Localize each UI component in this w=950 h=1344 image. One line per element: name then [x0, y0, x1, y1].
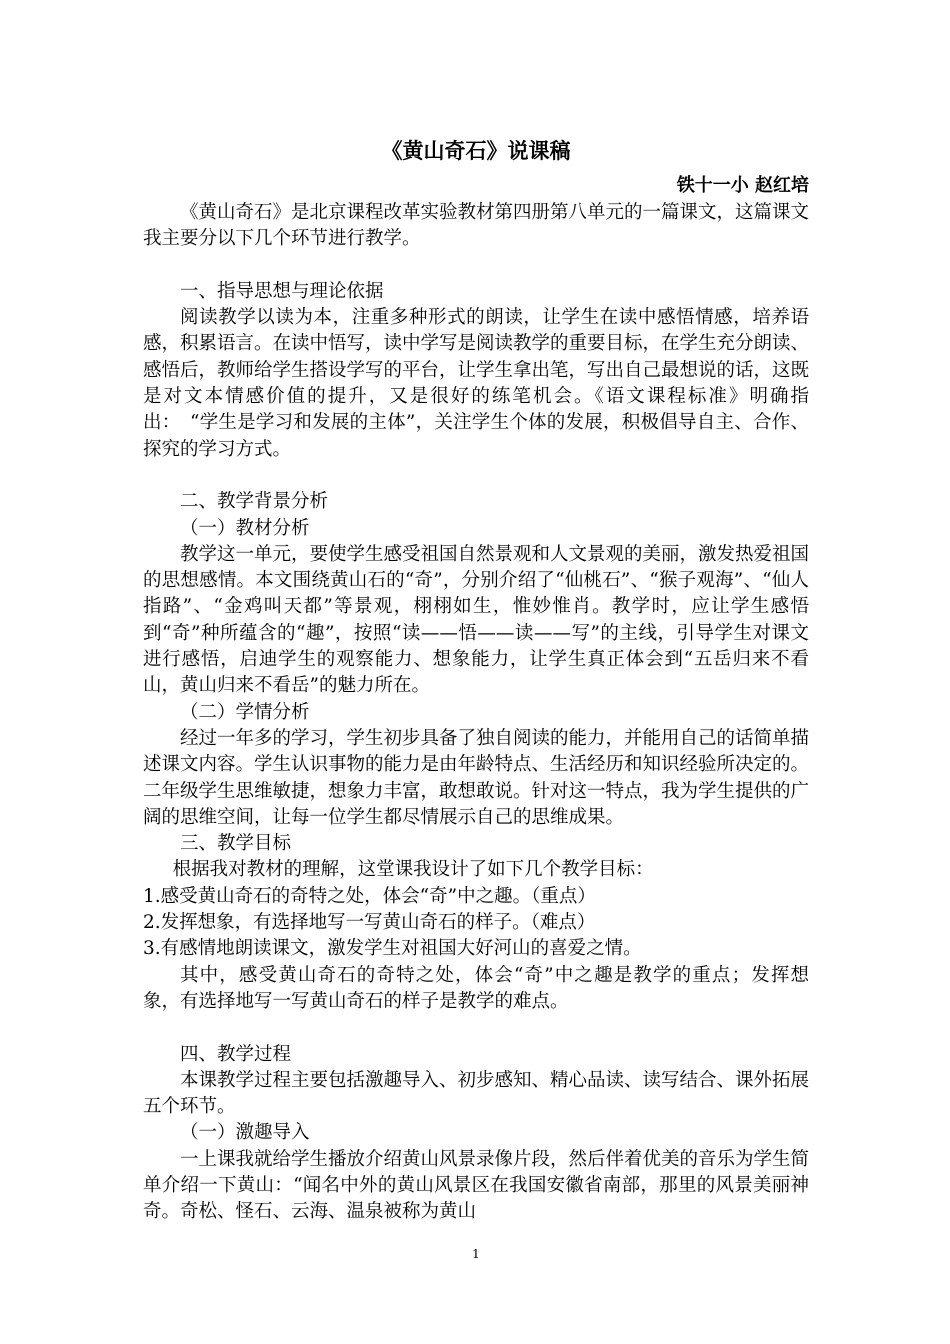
- page-number: 1: [472, 1247, 480, 1261]
- section-4-paragraph: 本课教学过程主要包括激趣导入、初步感知、精心品读、读写结合、课外拓展五个环节。: [143, 1069, 810, 1118]
- blank-line: [143, 253, 809, 279]
- section-3-paragraph: 其中，感受黄山奇石的奇特之处，体会“奇”中之趣是教学的重点；发挥想象，有选择地写一写黄山奇石的样子是教学的难点。: [143, 964, 809, 1012]
- intro-paragraph: 《黄山奇石》是北京课程改革实验教材第四册第八单元的一篇课文，这篇课文我主要分以下几个环节进行教学。: [143, 202, 810, 250]
- section-2-heading: 二、教学背景分析: [180, 491, 329, 513]
- goal-item-3: 3.有感情地朗读课文，激发学生对祖国大好河山的喜爱之情。: [143, 938, 642, 960]
- author-line: 铁十一小 赵红培: [676, 175, 809, 196]
- section-1-paragraph: 阅读教学以读为本，注重多种形式的朗读，让学生在读中感悟情感，培养语感，积累语言。在读中悟写，读中学写是阅读教学的重要目标，在学生充分朗读、感悟后，教师给学生搭设学写的平台，让学生拿出笔，写出自己最想说的话，这既是对文本情感价值的提升，又是很好的练笔机会。《语文课程标准》明确指出： “学生是学习和发展的主体”，关注学生个体的发展，积极倡导自主、合作、探究的学习方式。: [143, 307, 810, 460]
- section-4-heading: 四、教学过程: [180, 1043, 292, 1065]
- section-2-sub-2-paragraph: 经过一年多的学习，学生初步具备了独自阅读的能力，并能用自己的话简单描述课文内容。学生认识事物的能力是由年龄特点、生活经历和知识经验所决定的。二年级学生思维敏捷，想象力丰富，敢想敢说。针对这一特点，我为学生提供的广阔的思维空间，让每一位学生都尽情展示自己的思维成果。: [143, 727, 810, 828]
- section-2-sub-2-heading: （二）学情分析: [180, 701, 310, 723]
- section-4-sub-1-paragraph: 一上课我就给学生播放介绍黄山风景录像片段，然后伴着优美的音乐为学生简单介绍一下黄山：“闻名中外的黄山风景区在我国安徽省南部，那里的风景美丽神奇。奇松、怪石、云海、温泉被称为黄山: [143, 1148, 810, 1223]
- goal-item-2: 2.发挥想象，有选择地写一写黄山奇石的样子。（难点）: [143, 912, 596, 934]
- document-body: [143, 200, 809, 1226]
- blank-line: [143, 1015, 809, 1041]
- section-3-heading: 三、教学目标: [180, 833, 292, 855]
- section-1-heading: 一、指导思想与理论依据: [180, 280, 384, 302]
- document-page: [143, 0, 809, 1344]
- section-2-sub-1-heading: （一）教材分析: [180, 517, 310, 539]
- section-3-lead: 根据我对教材的理解，这堂课我设计了如下几个教学目标：: [172, 859, 654, 881]
- section-4-sub-1-heading: （一）激趣导入: [180, 1122, 310, 1144]
- blank-line: [143, 463, 809, 489]
- section-2-sub-1-paragraph: 教学这一单元，要使学生感受祖国自然景观和人文景观的美丽，激发热爱祖国的思想感情。本文围绕黄山石的“奇”，分别介绍了“仙桃石”、“猴子观海”、“仙人指路”、“金鸡叫天都”等景观，栩栩如生，惟妙惟肖。教学时，应让学生感悟到“奇”种所蕴含的“趣”，按照“读——悟——读——写”的主线，引导学生对课文进行感悟，启迪学生的观察能力、想象能力，让学生真正体会到“五岳归来不看山，黄山归来不看岳”的魅力所在。: [143, 543, 810, 697]
- goal-item-1: 1.感受黄山奇石的奇特之处，体会“奇”中之趣。（重点）: [143, 885, 596, 907]
- document-title: 《黄山奇石》说课稿: [381, 139, 571, 163]
